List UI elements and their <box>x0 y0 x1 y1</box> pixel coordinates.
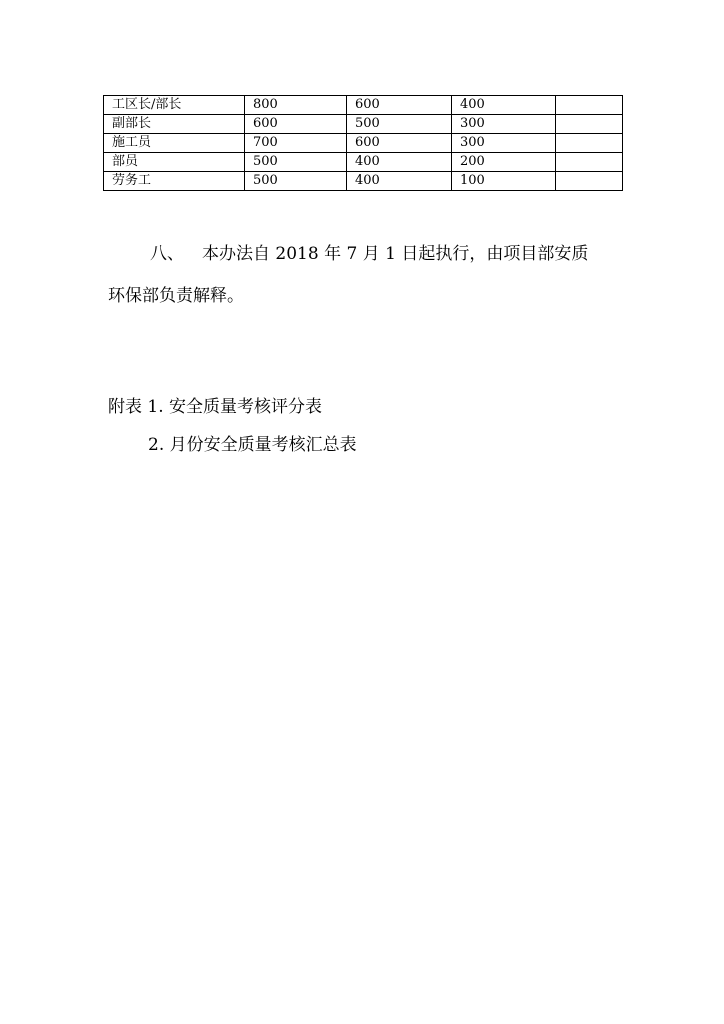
value-cell: 300 <box>452 115 556 134</box>
value-cell: 500 <box>245 172 347 191</box>
value-cell: 500 <box>245 153 347 172</box>
empty-cell <box>556 134 623 153</box>
table-row <box>104 115 623 134</box>
value-cell: 400 <box>452 96 556 115</box>
clause-text-1: 本办法自 2018 年 7 月 1 日起执行，由项目部安质 <box>202 244 589 264</box>
value-cell: 700 <box>245 134 347 153</box>
empty-cell <box>556 172 623 191</box>
clause-line-1 <box>108 233 628 275</box>
value-cell: 600 <box>347 134 452 153</box>
value-cell: 100 <box>452 172 556 191</box>
clause-number: 八、 <box>150 244 184 264</box>
table-row <box>104 172 623 191</box>
role-cell: 部员 <box>104 153 245 172</box>
role-cell: 劳务工 <box>104 172 245 191</box>
value-cell: 400 <box>347 172 452 191</box>
value-cell: 200 <box>452 153 556 172</box>
value-cell: 800 <box>245 96 347 115</box>
appendix-item-2: 2. 月份安全质量考核汇总表 <box>148 435 357 455</box>
empty-cell <box>556 153 623 172</box>
value-cell: 600 <box>347 96 452 115</box>
clause-text-2: 环保部负责解释。 <box>108 286 244 306</box>
value-cell: 500 <box>347 115 452 134</box>
role-cell: 工区长/部长 <box>104 96 245 115</box>
table-row <box>104 153 623 172</box>
empty-cell <box>556 115 623 134</box>
role-cell: 施工员 <box>104 134 245 153</box>
reward-table <box>103 95 623 191</box>
value-cell: 400 <box>347 153 452 172</box>
value-cell: 300 <box>452 134 556 153</box>
value-cell: 600 <box>245 115 347 134</box>
table-row <box>104 134 623 153</box>
empty-cell <box>556 96 623 115</box>
appendix-item-1: 附表 1. 安全质量考核评分表 <box>108 397 323 417</box>
role-cell: 副部长 <box>104 115 245 134</box>
table-row <box>104 96 623 115</box>
clause-paragraph <box>108 233 628 317</box>
